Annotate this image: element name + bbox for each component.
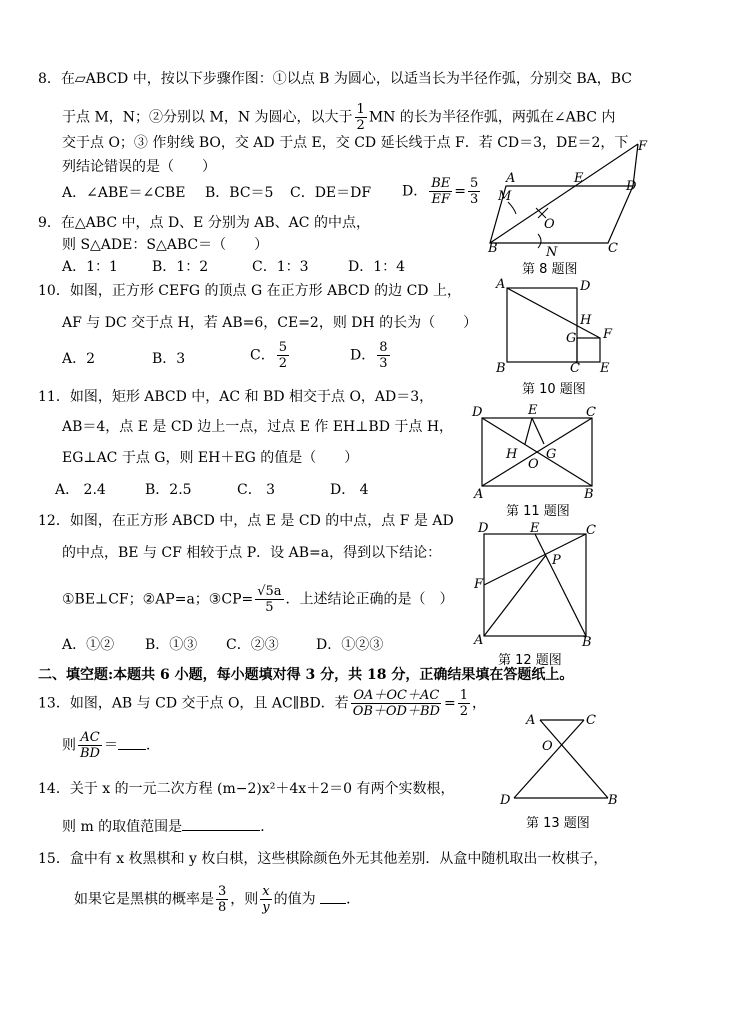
q14-line-1: 14．关于 x 的一元二次方程 (m−2)x²＋4x＋2＝0 有两个实数根，	[38, 781, 455, 797]
period: ．	[145, 737, 160, 754]
frac-num: BE	[431, 176, 451, 191]
frac-num: AC	[80, 730, 100, 745]
label-h: H	[580, 313, 592, 328]
label-p: P	[552, 553, 561, 568]
q9-line-1: 9．在△ABC 中，点 D、E 分别为 AB、AC 的中点，	[38, 215, 370, 231]
q12-line-3b: ．上述结论正确的是（ ）	[285, 591, 454, 608]
q13-line-1	[38, 688, 486, 719]
q15-line-2	[74, 884, 360, 915]
q13-ratio-frac	[351, 688, 442, 719]
label-o: O	[542, 739, 553, 754]
q13-line-2	[62, 730, 160, 761]
frac-num: √5a	[257, 584, 282, 599]
label-c: C	[570, 361, 580, 376]
q12-option-c: C．②③	[226, 637, 279, 653]
label-a: A	[506, 171, 516, 186]
frac-den: 2	[356, 118, 365, 133]
figure-11	[470, 402, 600, 500]
figure-8	[478, 138, 658, 258]
square-abcd	[484, 534, 586, 636]
label-a: A	[526, 713, 536, 728]
segment-eb	[535, 534, 586, 636]
label-b: B	[584, 487, 594, 500]
label-f: F	[638, 139, 648, 154]
period: ．	[260, 819, 275, 835]
section-2-heading: 二、填空题:本题共 6 小题，每小题填对得 3 分，共 18 分，正确结果填在答题纸上。	[38, 667, 574, 683]
frac-den: 3	[379, 356, 388, 371]
q12-line-2: 的中点，BE 与 CF 相较于点 P．设 AB=a，得到以下结论：	[62, 545, 442, 561]
frac-num: 1	[356, 102, 365, 117]
frac-num: x	[262, 884, 270, 899]
q15-answer-blank[interactable]	[320, 903, 346, 904]
q8-line-1: 8．在▱ABCD 中，按以下步骤作图：①以点 B 为圆心，以适当长为半径作弧，分别交 BA，BC	[38, 71, 633, 87]
label-c: C	[586, 405, 596, 420]
label-a: A	[496, 278, 506, 292]
q9-line-2: 则 S△ADE：S△ABC＝（ ）	[62, 237, 269, 253]
q12-option-d: D．①②③	[316, 637, 384, 653]
q10-d-frac	[377, 340, 389, 371]
equals: ＝	[103, 737, 118, 754]
square-cefg	[577, 338, 600, 362]
segment-eg	[532, 418, 544, 444]
q10-option-c	[250, 340, 291, 371]
arc-n	[538, 234, 541, 248]
figure-13	[496, 708, 626, 808]
q14-line-2	[62, 818, 274, 836]
q10-line-1: 10．如图，正方形 CEFG 的顶点 G 在正方形 ABCD 的边 CD 上，	[38, 283, 461, 299]
q9-option-d: D．1：4	[348, 259, 406, 275]
label-c: C	[586, 713, 596, 728]
q15-xy-frac	[260, 884, 271, 915]
q11-option-c: C． 3	[237, 482, 276, 498]
label-f: F	[603, 327, 613, 342]
period: ．	[346, 891, 361, 908]
equals: =	[443, 695, 456, 712]
label-b: B	[488, 241, 498, 256]
label-b: B	[496, 361, 506, 376]
q9-option-b: B．1：2	[152, 259, 209, 275]
frac-den: EF	[431, 192, 451, 207]
label-g: G	[566, 331, 577, 346]
label-d: D	[478, 521, 489, 536]
q10-option-b: B．3	[152, 351, 186, 367]
q13-line-2a: 则	[62, 737, 76, 754]
q12-line-1: 12．如图，在正方形 ABCD 中，点 E 是 CD 的中点，点 F 是 AD	[38, 513, 454, 529]
q12-line-3a: ①BE⊥CF；②AP=a；③CP=	[62, 591, 254, 608]
q11-line-1: 11．如图，矩形 ABCD 中，AC 和 BD 相交于点 O，AD＝3，	[38, 389, 434, 405]
q8-line-4: 列结论错误的是（ ）	[62, 159, 216, 175]
option-label: C．	[250, 347, 275, 364]
q15-prob-frac	[216, 884, 228, 915]
label-d: D	[500, 793, 511, 808]
q8-line-2b: MN 的长为半径作弧，两弧在∠ABC 内	[368, 109, 616, 126]
label-f: F	[474, 577, 484, 592]
frac-den: y	[262, 900, 270, 915]
q13-answer-blank[interactable]	[118, 749, 146, 750]
frac-num: 5	[470, 176, 479, 191]
figure-12-caption: 第 12 题图	[498, 653, 562, 668]
q10-line-2: AF 与 DC 交于点 H，若 AB=6，CE=2，则 DH 的长为（ ）	[62, 315, 478, 331]
q8-option-b: B．BC＝5	[205, 185, 274, 201]
label-a: A	[474, 633, 484, 648]
label-e: E	[528, 403, 538, 418]
label-g: G	[546, 447, 557, 462]
frac-num: 5	[278, 340, 287, 355]
q9-option-c: C．1：3	[252, 259, 309, 275]
q13-line-1a: 13．如图，AB 与 CD 交于点 O，且 AC∥BD．若	[38, 695, 349, 712]
label-d: D	[472, 405, 483, 420]
q14-line-2a: 则 m 的取值范围是	[62, 819, 183, 835]
q8-option-d	[402, 176, 482, 207]
figure-12	[468, 520, 598, 650]
q13-ac-bd-frac	[78, 730, 102, 761]
q8-option-c: C．DE＝DF	[290, 185, 372, 201]
label-e: E	[574, 171, 584, 186]
figure-10	[490, 278, 620, 378]
option-d-label: D．	[402, 183, 428, 200]
frac-den: 2	[278, 356, 287, 371]
label-n: N	[546, 245, 558, 258]
q8-d-frac1	[429, 176, 452, 207]
q15-line-1: 15．盒中有 x 枚黑棋和 y 枚白棋，这些棋除颜色外无其他差别．从盒中随机取出一枚棋子，	[38, 851, 608, 867]
label-a: A	[474, 487, 484, 500]
ray-bo	[490, 144, 638, 243]
square-abcd	[507, 288, 577, 362]
q8-line-3: 交于点 O；③ 作射线 BO，交 AD 于点 E，交 CD 延长线于点 F．若 CD＝3，DE＝2，下	[62, 135, 629, 151]
label-b: B	[582, 635, 592, 650]
equals: =	[454, 183, 467, 200]
frac-num: 8	[379, 340, 388, 355]
label-o: O	[544, 217, 555, 232]
q15-line-2b: ，则	[230, 891, 259, 908]
q10-option-d	[350, 340, 392, 371]
q8-half-fraction	[355, 102, 367, 133]
q11-option-b: B．2.5	[145, 482, 192, 498]
q8-line-2	[62, 102, 615, 133]
q10-option-a: A．2	[62, 351, 96, 367]
label-o: O	[528, 457, 539, 472]
q8-line-2a: 于点 M，N；②分别以 M，N 为圆心，以大于	[62, 109, 353, 126]
q14-answer-blank[interactable]	[182, 830, 260, 831]
frac-den: 3	[470, 192, 479, 207]
q10-c-frac	[277, 340, 289, 371]
q12-option-b: B．①③	[145, 637, 198, 653]
q13-half-frac	[458, 688, 470, 719]
frac-den: OB＋OD＋BD	[352, 704, 440, 719]
label-e: E	[530, 521, 540, 536]
figure-10-caption: 第 10 题图	[522, 382, 586, 397]
label-c: C	[608, 241, 618, 256]
frac-den: BD	[80, 746, 100, 761]
q15-line-2a: 如果它是黑棋的概率是	[74, 891, 214, 908]
frac-num: 1	[459, 688, 468, 703]
q12-cp-frac	[255, 584, 283, 615]
label-c: C	[586, 523, 596, 538]
segment-fc	[484, 534, 586, 585]
label-e: E	[600, 361, 610, 376]
segment-eh	[525, 418, 532, 444]
label-h: H	[506, 447, 518, 462]
q13-line-1b: ，	[471, 695, 486, 712]
option-label: D．	[350, 347, 376, 364]
frac-den: 5	[265, 600, 274, 615]
figure-11-caption: 第 11 题图	[506, 504, 570, 519]
label-m: M	[498, 189, 512, 204]
q12-option-a: A．①②	[62, 637, 115, 653]
frac-num: OA＋OC＋AC	[353, 688, 440, 703]
label-b: B	[608, 793, 618, 808]
frac-num: 3	[218, 884, 227, 899]
frac-den: 8	[218, 900, 227, 915]
frac-den: 2	[459, 704, 468, 719]
q9-option-a: A．1：1	[62, 259, 118, 275]
q11-line-2: AB＝4，点 E 是 CD 边上一点，过点 E 作 EH⊥BD 于点 H，	[62, 419, 454, 435]
label-d: D	[626, 179, 637, 194]
figure-13-caption: 第 13 题图	[526, 816, 590, 831]
q12-line-3	[62, 584, 454, 615]
label-d: D	[580, 279, 591, 294]
q11-option-a: A． 2.4	[55, 482, 106, 498]
q11-line-3: EG⊥AC 于点 G，则 EH＋EG 的值是（ ）	[62, 450, 359, 466]
q8-option-a: A．∠ABE＝∠CBE	[62, 185, 186, 201]
figure-8-caption: 第 8 题图	[522, 262, 578, 277]
segment-ap	[484, 555, 546, 636]
q15-line-2c: 的值为	[273, 891, 316, 908]
q11-option-d: D． 4	[330, 482, 369, 498]
